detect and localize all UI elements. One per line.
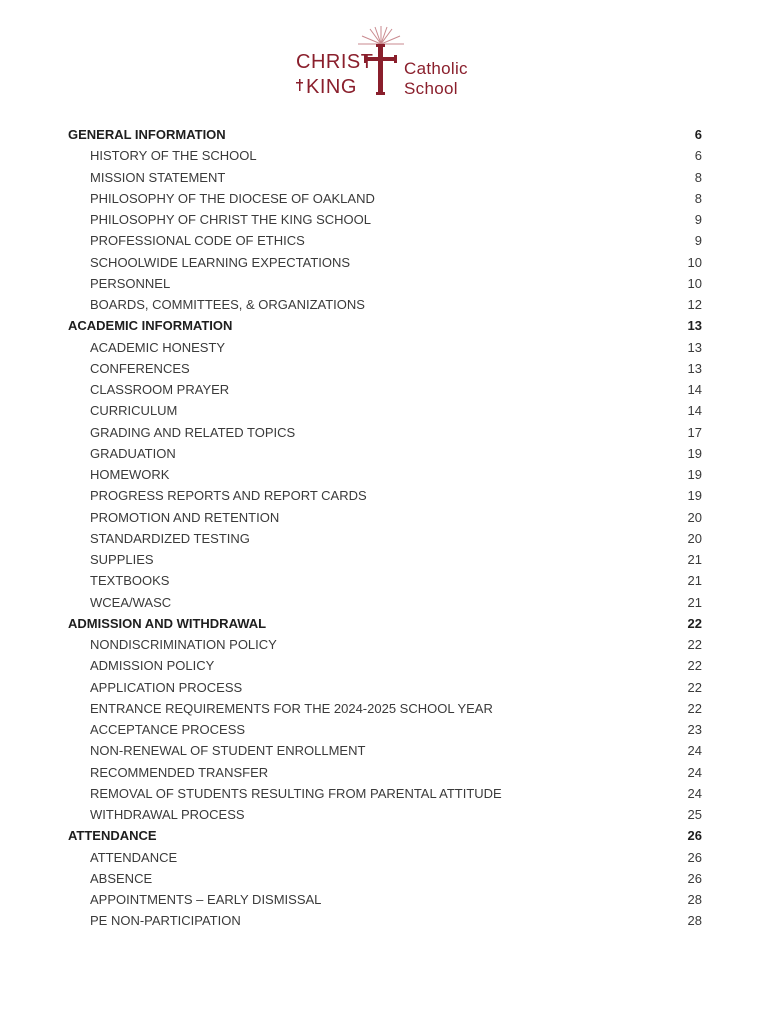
- toc-entry-title: ACCEPTANCE PROCESS: [90, 722, 246, 738]
- toc-entry[interactable]: [68, 167, 702, 188]
- toc-page-number: 28: [687, 892, 702, 908]
- toc-entry[interactable]: [68, 464, 702, 485]
- toc-entry[interactable]: [68, 443, 702, 464]
- toc-entry-title: WCEA/WASC: [90, 594, 172, 610]
- toc-entry[interactable]: [68, 294, 702, 315]
- toc-section-heading[interactable]: [68, 124, 702, 145]
- toc-page-number: 26: [687, 828, 702, 844]
- toc-entry[interactable]: [68, 209, 702, 230]
- toc-section-heading[interactable]: [68, 613, 702, 634]
- toc-entry-title: APPLICATION PROCESS: [90, 679, 243, 695]
- toc-page-number: 21: [687, 594, 702, 610]
- toc-entry-title: GRADUATION: [90, 445, 176, 461]
- toc-entry[interactable]: [68, 634, 702, 655]
- logo-text-school: School: [404, 79, 458, 98]
- toc-entry[interactable]: [68, 910, 702, 931]
- logo-text-christ: CHRIST: [296, 51, 374, 73]
- toc-entry-title: CLASSROOM PRAYER: [90, 382, 230, 398]
- toc-page-number: 17: [687, 424, 702, 440]
- toc-page-number: 14: [687, 382, 702, 398]
- toc-entry-title: MISSION STATEMENT: [90, 169, 226, 185]
- toc-entry-title: SUPPLIES: [90, 552, 154, 568]
- toc-entry-title: ATTENDANCE: [90, 849, 178, 865]
- toc-entry[interactable]: [68, 889, 702, 910]
- toc-entry-title: TEXTBOOKS: [90, 573, 170, 589]
- toc-entry[interactable]: [68, 549, 702, 570]
- toc-page-number: 10: [687, 275, 702, 291]
- toc-entry[interactable]: [68, 783, 702, 804]
- toc-entry[interactable]: [68, 273, 702, 294]
- toc-entry[interactable]: [68, 400, 702, 421]
- toc-entry-title: ADMISSION POLICY: [90, 658, 215, 674]
- toc-entry[interactable]: [68, 762, 702, 783]
- toc-entry-title: SCHOOLWIDE LEARNING EXPECTATIONS: [90, 254, 351, 270]
- toc-section-title: ADMISSION AND WITHDRAWAL: [68, 615, 267, 631]
- toc-entry[interactable]: [68, 719, 702, 740]
- toc-page-number: 19: [687, 488, 702, 504]
- toc-entry-title: NONDISCRIMINATION POLICY: [90, 637, 277, 653]
- toc-entry-title: NON-RENEWAL OF STUDENT ENROLLMENT: [90, 743, 366, 759]
- toc-entry-title: GRADING AND RELATED TOPICS: [90, 424, 296, 440]
- toc-page-number: 13: [687, 339, 702, 355]
- toc-page-number: 19: [687, 467, 702, 483]
- toc-entry[interactable]: [68, 252, 702, 273]
- toc-page-number: 6: [694, 127, 702, 143]
- toc-entry[interactable]: [68, 507, 702, 528]
- toc-entry-title: CONFERENCES: [90, 360, 190, 376]
- toc-entry[interactable]: [68, 188, 702, 209]
- toc-entry[interactable]: [68, 230, 702, 251]
- toc-entry[interactable]: [68, 740, 702, 761]
- toc-page-number: 10: [687, 254, 702, 270]
- toc-entry-title: ACADEMIC HONESTY: [90, 339, 226, 355]
- toc-entry[interactable]: [68, 592, 702, 613]
- toc-entry-title: PHILOSOPHY OF THE DIOCESE OF OAKLAND: [90, 190, 375, 206]
- toc-page-number: 24: [687, 764, 702, 780]
- toc-page-number: 8: [694, 190, 702, 206]
- toc-entry-title: PROMOTION AND RETENTION: [90, 509, 280, 525]
- toc-entry-title: HOMEWORK: [90, 467, 170, 483]
- toc-entry-title: PHILOSOPHY OF CHRIST THE KING SCHOOL: [90, 212, 372, 228]
- toc-entry[interactable]: [68, 847, 702, 868]
- toc-entry-title: ABSENCE: [90, 870, 153, 886]
- toc-page-number: 24: [687, 785, 702, 801]
- toc-page-number: 14: [687, 403, 702, 419]
- toc-section-heading[interactable]: [68, 315, 702, 336]
- toc-section-title: GENERAL INFORMATION: [68, 127, 226, 143]
- toc-page-number: 22: [687, 679, 702, 695]
- toc-entry-title: PE NON-PARTICIPATION: [90, 913, 241, 929]
- toc-page-number: 22: [687, 637, 702, 653]
- toc-entry-title: PROGRESS REPORTS AND REPORT CARDS: [90, 488, 367, 504]
- toc-entry-title: WITHDRAWAL PROCESS: [90, 807, 245, 823]
- toc-page-number: 13: [687, 318, 702, 334]
- toc-entry[interactable]: [68, 804, 702, 825]
- toc-page-number: 20: [687, 530, 702, 546]
- table-of-contents: [68, 124, 702, 932]
- toc-entry[interactable]: [68, 868, 702, 889]
- toc-section-heading[interactable]: [68, 825, 702, 846]
- toc-page-number: 21: [687, 552, 702, 568]
- toc-page-number: 21: [687, 573, 702, 589]
- toc-page-number: 24: [687, 743, 702, 759]
- toc-section-title: ACADEMIC INFORMATION: [68, 318, 233, 334]
- toc-page-number: 13: [687, 360, 702, 376]
- toc-page-number: 12: [687, 297, 702, 313]
- toc-page-number: 20: [687, 509, 702, 525]
- toc-entry-title: CURRICULUM: [90, 403, 178, 419]
- toc-entry[interactable]: [68, 655, 702, 676]
- toc-entry[interactable]: [68, 698, 702, 719]
- toc-entry[interactable]: [68, 677, 702, 698]
- toc-entry[interactable]: [68, 422, 702, 443]
- toc-entry-title: PROFESSIONAL CODE OF ETHICS: [90, 233, 305, 249]
- toc-page-number: 25: [687, 807, 702, 823]
- toc-entry-title: BOARDS, COMMITTEES, & ORGANIZATIONS: [90, 297, 365, 313]
- toc-entry-title: ENTRANCE REQUIREMENTS FOR THE 2024-2025 SCHOOL YEAR: [90, 700, 493, 716]
- toc-page-number: 8: [694, 169, 702, 185]
- toc-page-number: 26: [687, 849, 702, 865]
- school-logo: [290, 22, 490, 102]
- toc-entry-title: RECOMMENDED TRANSFER: [90, 764, 269, 780]
- toc-entry[interactable]: [68, 379, 702, 400]
- toc-entry[interactable]: [68, 145, 702, 166]
- logo-text-catholic: Catholic: [404, 59, 468, 78]
- toc-page-number: 22: [687, 615, 702, 631]
- toc-entry-title: HISTORY OF THE SCHOOL: [90, 148, 257, 164]
- toc-page-number: 26: [687, 870, 702, 886]
- toc-entry[interactable]: [68, 528, 702, 549]
- toc-page-number: 9: [694, 233, 702, 249]
- toc-entry-title: STANDARDIZED TESTING: [90, 530, 250, 546]
- toc-section-title: ATTENDANCE: [68, 828, 157, 844]
- toc-entry-title: PERSONNEL: [90, 275, 171, 291]
- toc-entry-title: APPOINTMENTS – EARLY DISMISSAL: [90, 892, 322, 908]
- toc-entry-title: REMOVAL OF STUDENTS RESULTING FROM PARENTAL ATTITUDE: [90, 785, 502, 801]
- toc-entry[interactable]: [68, 570, 702, 591]
- toc-entry[interactable]: [68, 485, 702, 506]
- toc-page-number: 19: [687, 445, 702, 461]
- logo-text-king: KING: [306, 76, 357, 98]
- toc-page-number: 23: [687, 722, 702, 738]
- toc-page-number: 6: [694, 148, 702, 164]
- toc-page-number: 9: [694, 212, 702, 228]
- toc-page-number: 22: [687, 700, 702, 716]
- toc-entry[interactable]: [68, 358, 702, 379]
- toc-entry[interactable]: [68, 337, 702, 358]
- toc-page-number: 28: [687, 913, 702, 929]
- toc-page-number: 22: [687, 658, 702, 674]
